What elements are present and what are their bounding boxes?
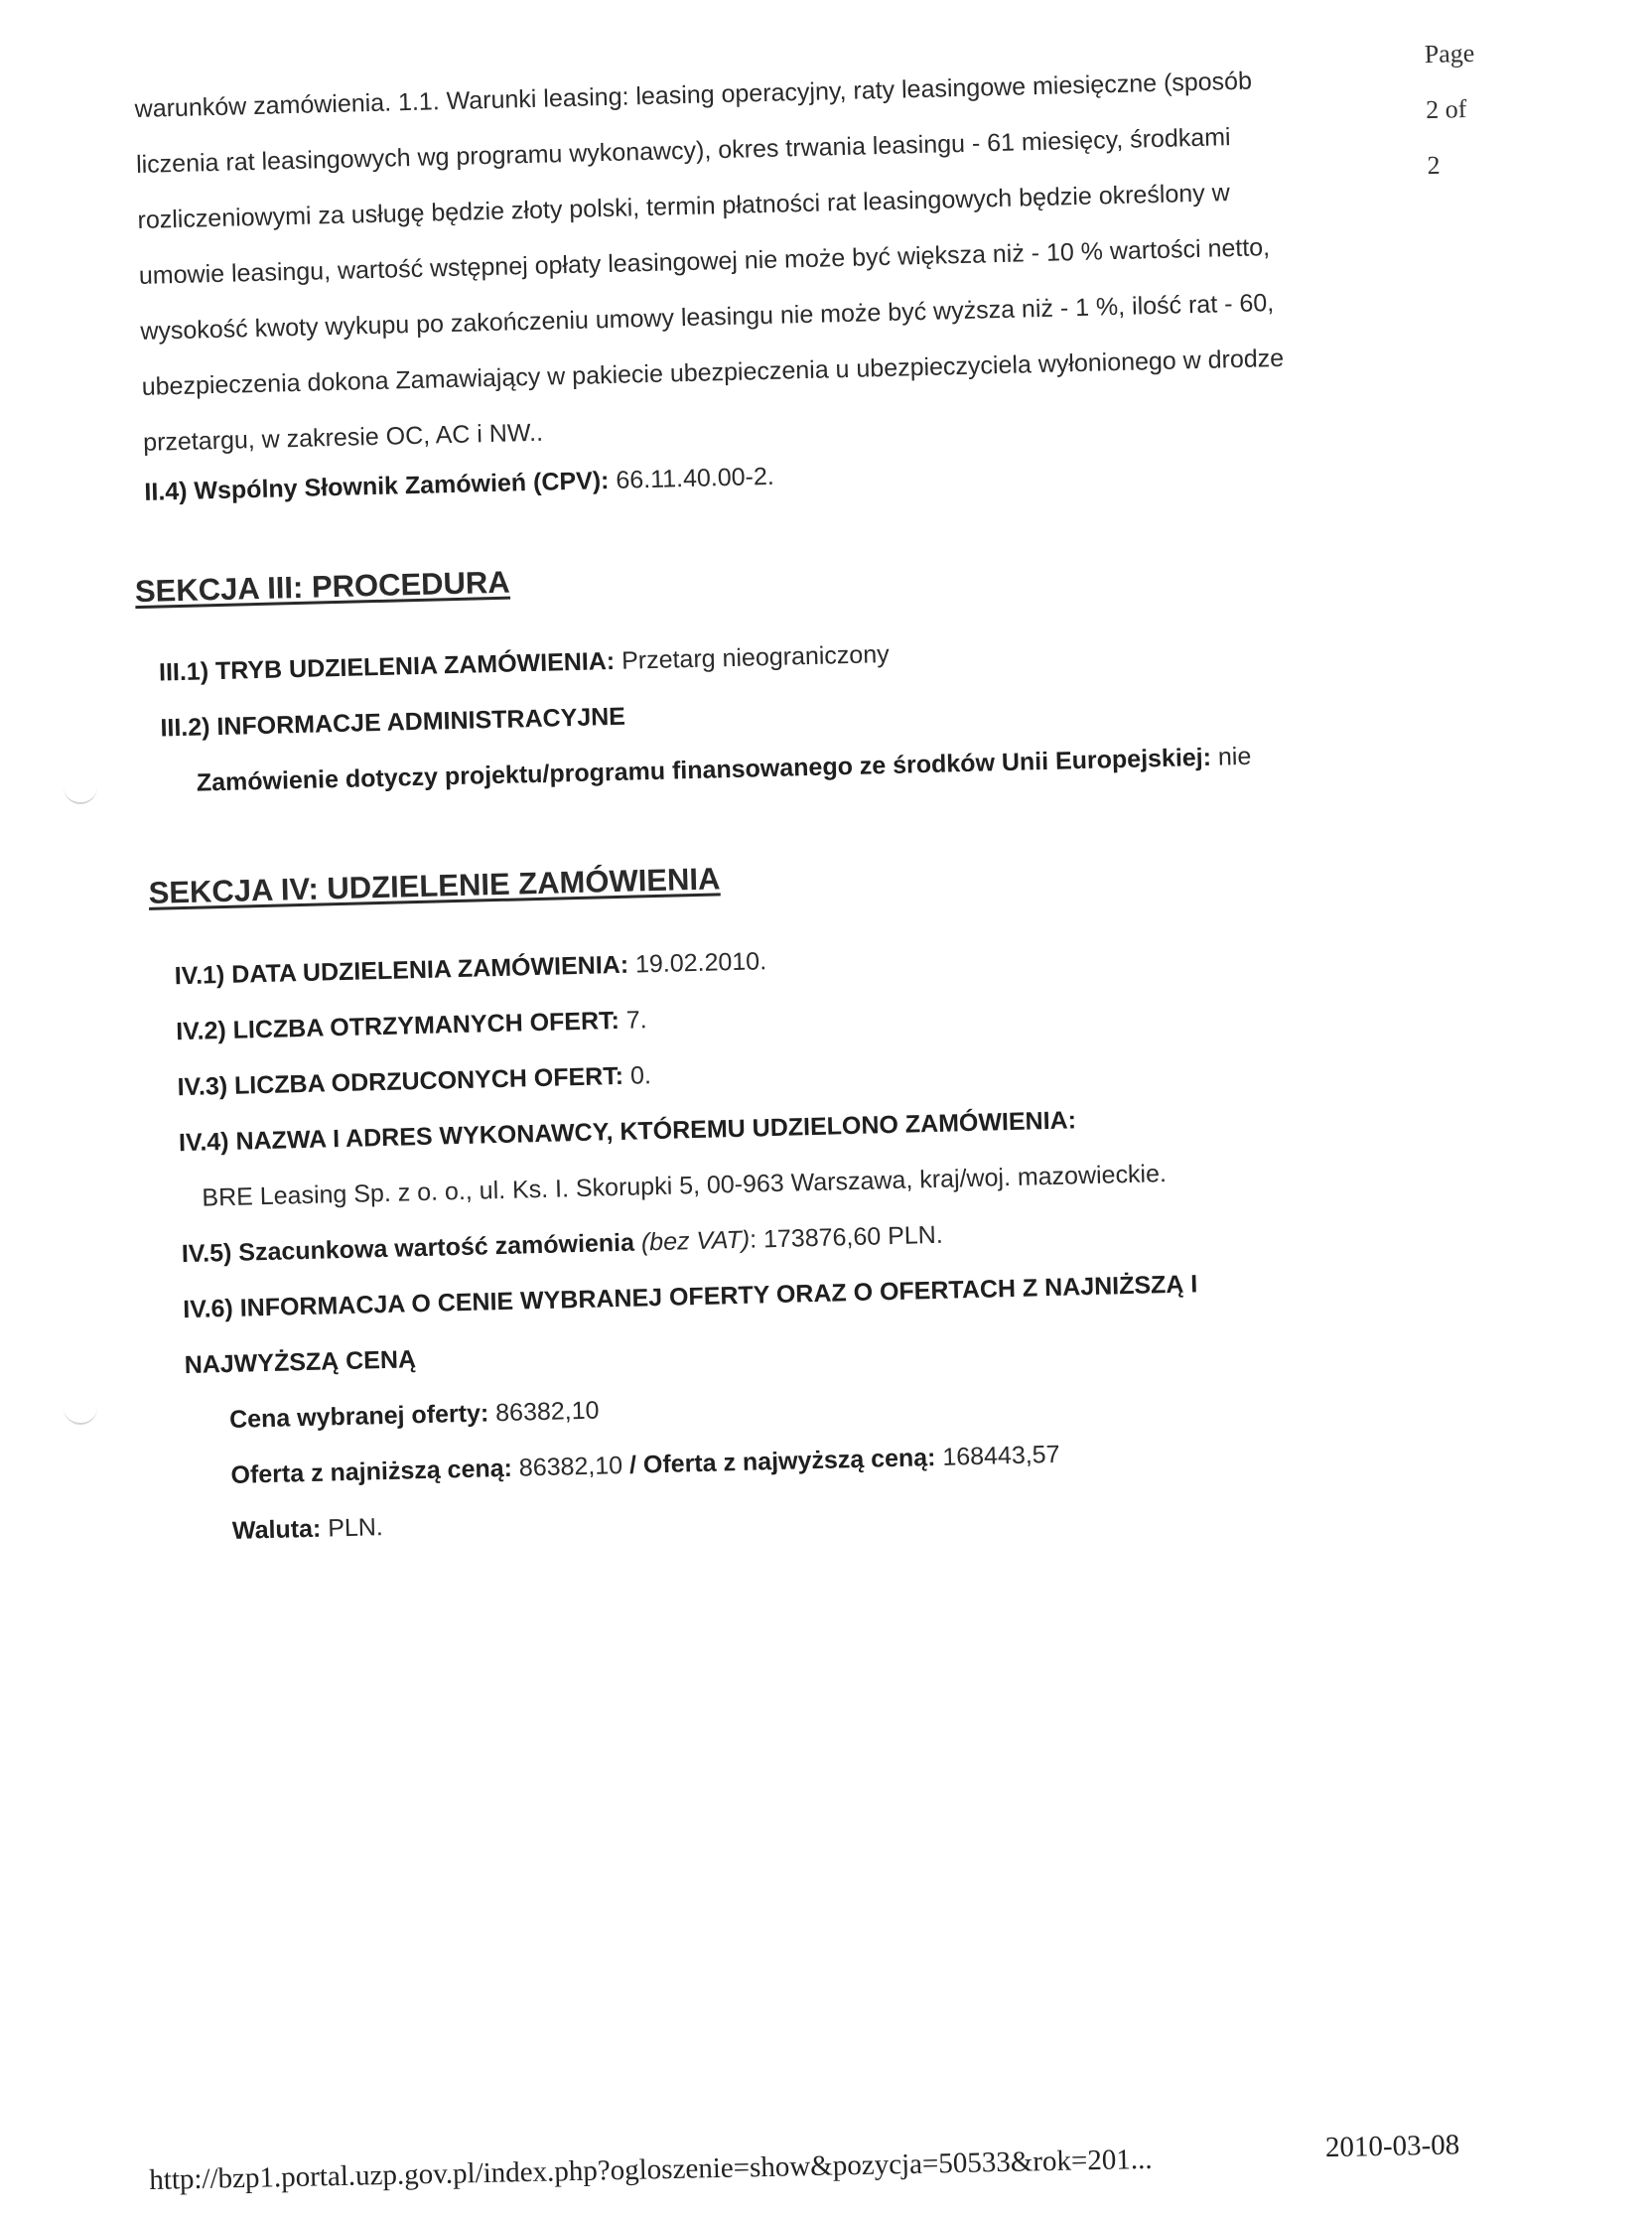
paragraph-line: umowie leasingu, wartość wstępnej opłaty leasingowej nie może być większa niż - 10 % wartości netto, bbox=[138, 233, 1271, 290]
page-footer bbox=[149, 2129, 1489, 2197]
paragraph-line: rozliczeniowymi za usługę będzie złoty polski, termin płatności rat leasingowych będzie określony w bbox=[137, 179, 1231, 234]
offers-rejected-label: IV.3) LICZBA ODRZUCONYCH OFERT: bbox=[177, 1061, 624, 1102]
paragraph-line: przetargu, w zakresie OC, AC i NW.. bbox=[142, 418, 544, 457]
lowest-offer-value: 86382,10 bbox=[518, 1451, 623, 1482]
highest-offer-value: 168443,57 bbox=[942, 1440, 1060, 1471]
award-date-label: IV.1) DATA UDZIELENIA ZAMÓWIENIA: bbox=[174, 950, 629, 991]
paragraph-line: liczenia rat leasingowych wg programu wykonawcy), okres trwania leasingu - 61 miesięcy, środkami bbox=[135, 123, 1231, 179]
cpv-label: II.4) Wspólny Słownik Zamówień (CPV): bbox=[144, 467, 610, 506]
chosen-offer-value: 86382,10 bbox=[494, 1396, 600, 1428]
highest-offer-label: Oferta z najwyższą ceną: bbox=[642, 1444, 936, 1479]
estimated-value-vat-note: (bez VAT) bbox=[640, 1225, 751, 1257]
currency-label: Waluta: bbox=[231, 1514, 322, 1545]
footer-date: 2010-03-08 bbox=[1324, 2129, 1460, 2164]
lowest-offer-label: Oferta z najniższą ceną: bbox=[230, 1454, 513, 1489]
contractor-label: IV.4) NAZWA I ADRES WYKONAWCY, KTÓREMU UDZIELONO ZAMÓWIENIA: bbox=[178, 1106, 1077, 1158]
offer-separator: / bbox=[628, 1451, 637, 1479]
chosen-offer-label: Cena wybranej oferty: bbox=[228, 1399, 489, 1434]
offers-received-value: 7. bbox=[625, 1006, 648, 1035]
section-4-title: SEKCJA IV: UDZIELENIE ZAMÓWIENIA bbox=[148, 861, 721, 910]
paragraph-line: warunków zamówienia. 1.1. Warunki leasing: leasing operacyjny, raty leasingowe miesięczne (sposób bbox=[134, 67, 1253, 123]
punch-hole-mark bbox=[64, 1405, 97, 1425]
price-info-label-line1: IV.6) INFORMACJA O CENIE WYBRANEJ OFERTY ORAZ O OFERTACH Z NAJNIŻSZĄ I bbox=[182, 1270, 1198, 1324]
paragraph-line: ubezpieczenia dokona Zamawiający w pakiecie ubezpieczenia u ubezpieczyciela wyłonionego w drodze bbox=[141, 344, 1285, 401]
award-date-value: 19.02.2010. bbox=[634, 947, 767, 979]
price-info-label-line2: NAJWYŻSZĄ CENĄ bbox=[184, 1345, 417, 1380]
procedure-type-value: Przetarg nieograniczony bbox=[620, 639, 890, 675]
page-header: Page 2 of 2 bbox=[1424, 38, 1475, 181]
estimated-value-label: IV.5) Szacunkowa wartość zamówienia bbox=[181, 1228, 635, 1269]
footer-url[interactable]: http://bzp1.portal.uzp.gov.pl/index.php?ogloszenie=show&pozycja=50533&rok=201... bbox=[149, 2143, 1153, 2196]
punch-hole-mark bbox=[64, 784, 97, 804]
document-body bbox=[134, 38, 1475, 1560]
offers-rejected-value: 0. bbox=[629, 1061, 652, 1090]
section-3-title: SEKCJA III: PROCEDURA bbox=[134, 564, 511, 610]
eu-funding-value: nie bbox=[1217, 742, 1252, 771]
offers-received-label: IV.2) LICZBA OTRZYMANYCH OFERT: bbox=[175, 1006, 620, 1046]
cpv-value: 66.11.40.00-2. bbox=[616, 462, 775, 494]
procedure-type-label: III.1) TRYB UDZIELENIA ZAMÓWIENIA: bbox=[158, 646, 616, 687]
paragraph-line: wysokość kwoty wykupu po zakończeniu umowy leasingu nie może być wyższa niż - 1 %, ilość rat - 60, bbox=[140, 289, 1275, 346]
currency-value: PLN. bbox=[327, 1513, 384, 1543]
contractor-value: BRE Leasing Sp. z o. o., ul. Ks. I. Skorupki 5, 00-963 Warszawa, kraj/woj. mazowieckie. bbox=[202, 1160, 1168, 1212]
leasing-conditions-paragraph bbox=[134, 49, 1435, 471]
admin-info-label: III.2) INFORMACJE ADMINISTRACYJNE bbox=[160, 702, 626, 743]
eu-funding-label: Zamówienie dotyczy projektu/programu finansowanego ze środków Unii Europejskiej: bbox=[196, 743, 1212, 797]
estimated-value-amount: : 173876,60 PLN. bbox=[749, 1220, 944, 1254]
